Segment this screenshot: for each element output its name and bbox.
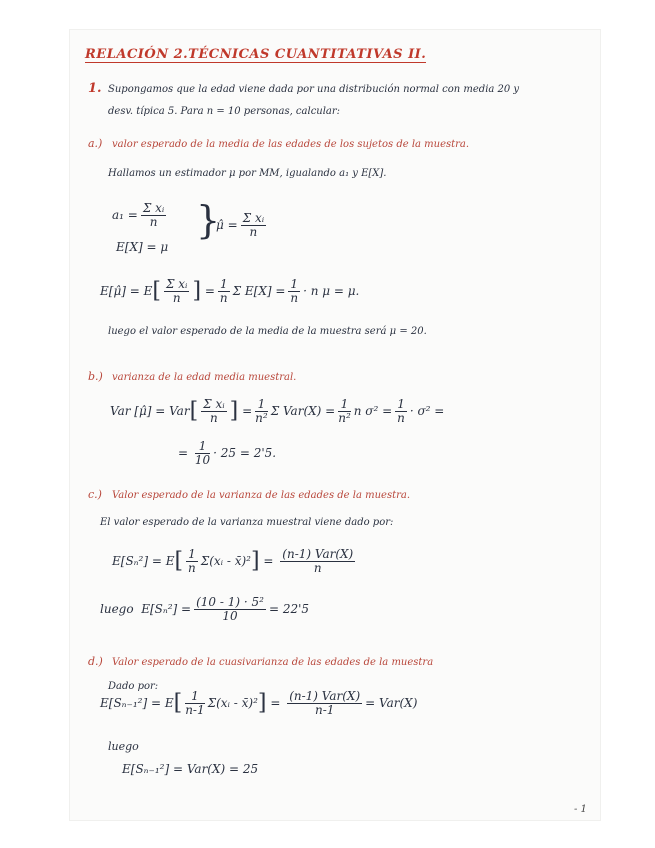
part-c-label: c.) xyxy=(88,488,102,501)
variance-derivation: Var [μ̂] = Var[ $\frac{\text{Σ xᵢ}}{n}$ ] = $\frac{1}{\text{n²}}$ Σ Var(X) = $\frac{1}{\text{n²}}$ n σ² = $\frac{1}{n}$ · σ² = xyxy=(110,397,445,425)
expectation-derivation: E[μ̂] = E[ $\frac{\text{Σ xᵢ}}{n}$ ] = $\frac{1}{n}$ Σ E[X] = $\frac{1}{n}$ · n μ = μ. xyxy=(100,277,360,305)
part-b-label: b.) xyxy=(88,370,103,383)
page-title: RELACIÓN 2.TÉCNICAS CUANTITATIVAS II. xyxy=(85,47,427,62)
part-d-luego: luego xyxy=(108,740,139,753)
muhat-equation: μ̂ = $\frac{\text{Σ xᵢ}}{n}$ xyxy=(216,211,265,239)
variance-result: = $\frac{1}{10}$ · 25 = 2'5. xyxy=(178,439,277,467)
part-a-heading: valor esperado de la media de las edades de los sujetos de la muestra. xyxy=(112,139,470,150)
part-a-conclusion: luego el valor esperado de la media de la muestra será μ = 20. xyxy=(108,326,427,337)
problem-number: 1. xyxy=(88,81,102,96)
part-d-label: d.) xyxy=(88,655,103,668)
problem-line-2: desv. típica 5. Para n = 10 personas, calcular: xyxy=(108,106,341,117)
expected-quasivariance-formula: E[Sₙ₋₁²] = E[ $\frac{1}{n-1}$ Σ(xᵢ - x̄)²] = $\frac{\text{(n-1) Var(X)}}{n-1}$ = Var(X) xyxy=(100,689,418,717)
part-d-heading: Valor esperado de la cuasivarianza de las edades de la muestra xyxy=(112,657,434,668)
quasivariance-result: E[Sₙ₋₁²] = Var(X) = 25 xyxy=(122,762,259,776)
part-a-label: a.) xyxy=(88,137,103,150)
part-a-text: Hallamos un estimador μ por MM, igualando a₁ y E[X]. xyxy=(108,168,387,179)
right-brace: } xyxy=(196,198,221,242)
part-b-heading: varianza de la edad media muestral. xyxy=(112,372,297,383)
expected-variance-result: luego E[Sₙ²] = $\frac{\text{(10 - 1) · 5²}}{10}$ = 22'5 xyxy=(100,595,310,623)
a1-equation: a₁ = $\frac{\text{Σ xᵢ}}{n}$ xyxy=(112,201,165,229)
page-number: - 1 xyxy=(574,804,587,815)
ex-mu-equation: E[X] = μ xyxy=(116,240,169,254)
part-c-heading: Valor esperado de la varianza de las edades de la muestra. xyxy=(112,490,411,501)
expected-variance-formula: E[Sₙ²] = E[ $\frac{1}{n}$ Σ(xᵢ - x̄)²] = $\frac{\text{(n-1) Var(X)}}{n}$ xyxy=(112,547,354,575)
part-d-text: Dado por: xyxy=(108,681,159,692)
problem-line-1: Supongamos que la edad viene dada por una distribución normal con media 20 y xyxy=(108,84,520,95)
part-c-text: El valor esperado de la varianza muestral viene dado por: xyxy=(100,517,394,528)
